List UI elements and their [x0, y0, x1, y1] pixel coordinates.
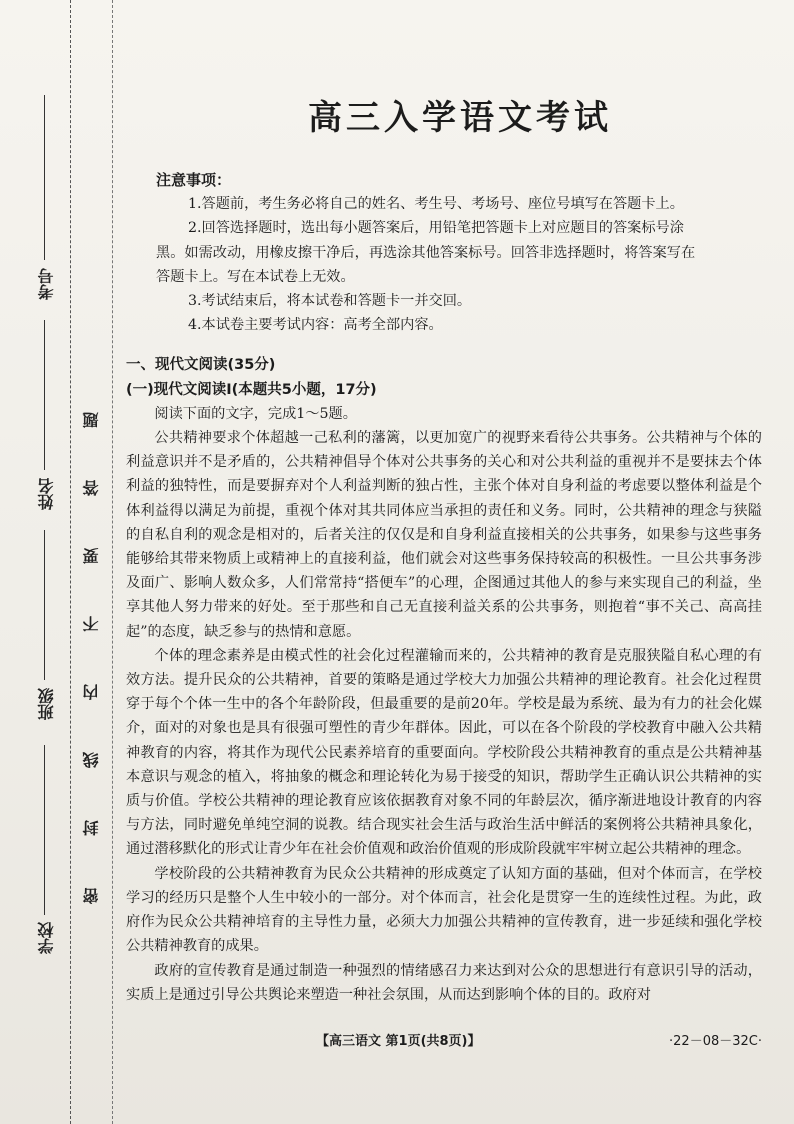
- page-footer: [126, 1030, 762, 1052]
- paragraph-2: 个体的理念素养是由模式性的社会化过程灌输而来的，公共精神的教育是克服狭隘自私心理的有效方法。提升民众的公共精神，首要的策略是通过学校大力加强公共精神的理论教育。社会化过程贯穿于每个个体一生中的各个年龄阶段，但最重要的是前20年。学校是最为系统、最为有力的社会化媒介，面对的对象也是具有很强可塑性的青少年群体。因此，可以在各个阶段的学校教育中融入公共精神教育的内容，将其作为现代公民素养培育的重要面向。学校阶段公共精神教育的重点是公共精神基本意识与观念的植入，将抽象的概念和理论转化为易于接受的知识，帮助学生正确认识公共精神的实质与价值。学校公共精神的理论教育应该依据教育对象不同的年龄层次，循序渐进地设计教育的内容与方法，同时避免单纯空洞的说教。结合现实社会生活与政治生活中鲜活的案例将公共精神具象化，通过潜移默化的形式让青少年在社会价值观和政治价值观的形成阶段就牢牢树立起公共精神的理念。: [126, 647, 762, 858]
- label-kaohao: 考号: [37, 268, 56, 300]
- exam-code: ·22－08－32C·: [669, 1034, 762, 1049]
- seal-warning: 密封线内不要答题: [82, 360, 101, 904]
- exam-title: 高三入学语文考试: [308, 98, 612, 138]
- subsection-heading: (一)现代文阅读Ⅰ(本题共5小题，17分): [126, 381, 377, 398]
- notice-item-4: 4.本试卷主要考试内容：高考全部内容。: [188, 317, 443, 334]
- blank-kaohao: [44, 95, 45, 260]
- binding-line-outer: [70, 0, 72, 1124]
- instruction: 阅读下面的文字，完成1～5题。: [154, 405, 357, 422]
- paragraph-4: 政府的宣传教育是通过制造一种强烈的情绪感召力来达到对公众的思想进行有意识引导的活动，实质上是通过引导公共舆论来塑造一种社会氛围，从而达到影响个体的目的。政府对: [126, 962, 762, 1003]
- page-number: 【高三语文 第1页(共8页)】: [316, 1034, 481, 1049]
- label-xingming: 姓名: [37, 478, 56, 510]
- notice-heading: 注意事项：: [156, 171, 232, 189]
- section-heading: 一、现代文阅读(35分): [126, 357, 276, 374]
- notice-item-2: 2.回答选择题时，选出每小题答案后，用铅笔把答题卡上对应题目的答案标号涂: [188, 220, 684, 237]
- blank-banji: [44, 530, 45, 680]
- notice-item-2-cont: 黑。如需改动，用橡皮擦干净后，再选涂其他答案标号。回答非选择题时，将答案写在: [156, 244, 696, 261]
- blank-xingming: [44, 320, 45, 470]
- label-banji: 班级: [37, 688, 56, 720]
- label-xuexiao: 学校: [37, 922, 56, 954]
- notice-item-2-cont2: 答题卡上。写在本试卷上无效。: [156, 268, 355, 285]
- binding-line-inner: [112, 0, 114, 1124]
- paragraph-1: 公共精神要求个体超越一己私利的藩篱，以更加宽广的视野来看待公共事务。公共精神与个体的利益意识并不是矛盾的，公共精神倡导个体对公共事务的关心和对公共利益的重视并不是要抹去个体利益的独特性，而是要摒弃对个人利益判断的独占性，主张个体对自身利益的考虑要以整体利益是个体利益得以满足为前提，重视个体对其共同体应当承担的责任和义务。同时，公共精神的理念与狭隘的自私自利的观念是相对的，后者关注的仅仅是和自身利益直接相关的公共事务，如果参与这些事务能够给其带来物质上或精神上的直接利益，他们就会对这些事务保持较高的积极性。一旦公共事务涉及面广、影响人数众多，人们常常持“搭便车”的心理，企图通过其他人的参与来实现自己的利益，坐享其他人努力带来的好处。至于那些和自己无直接利益关系的公共事务，则抱着“事不关己、高高挂起”的态度，缺乏参与的热情和意愿。: [126, 430, 762, 640]
- exam-content: [126, 168, 762, 1007]
- notice-item-1: 1.答题前，考生务必将自己的姓名、考生号、考场号、座位号填写在答题卡上。: [188, 196, 684, 213]
- notice-item-3: 3.考试结束后，将本试卷和答题卡一并交回。: [188, 293, 472, 310]
- blank-xuexiao: [44, 745, 45, 915]
- paragraph-3: 学校阶段的公共精神教育为民众公共精神的形成奠定了认知方面的基础，但对个体而言，在学校学习的经历只是整个人生中较小的一部分。对个体而言，社会化是贯穿一生的连续性过程。为此，政府作为民众公共精神培育的主导性力量，必须大力加强公共精神的宣传教育，进一步延续和强化学校公共精神教育的成果。: [126, 865, 762, 955]
